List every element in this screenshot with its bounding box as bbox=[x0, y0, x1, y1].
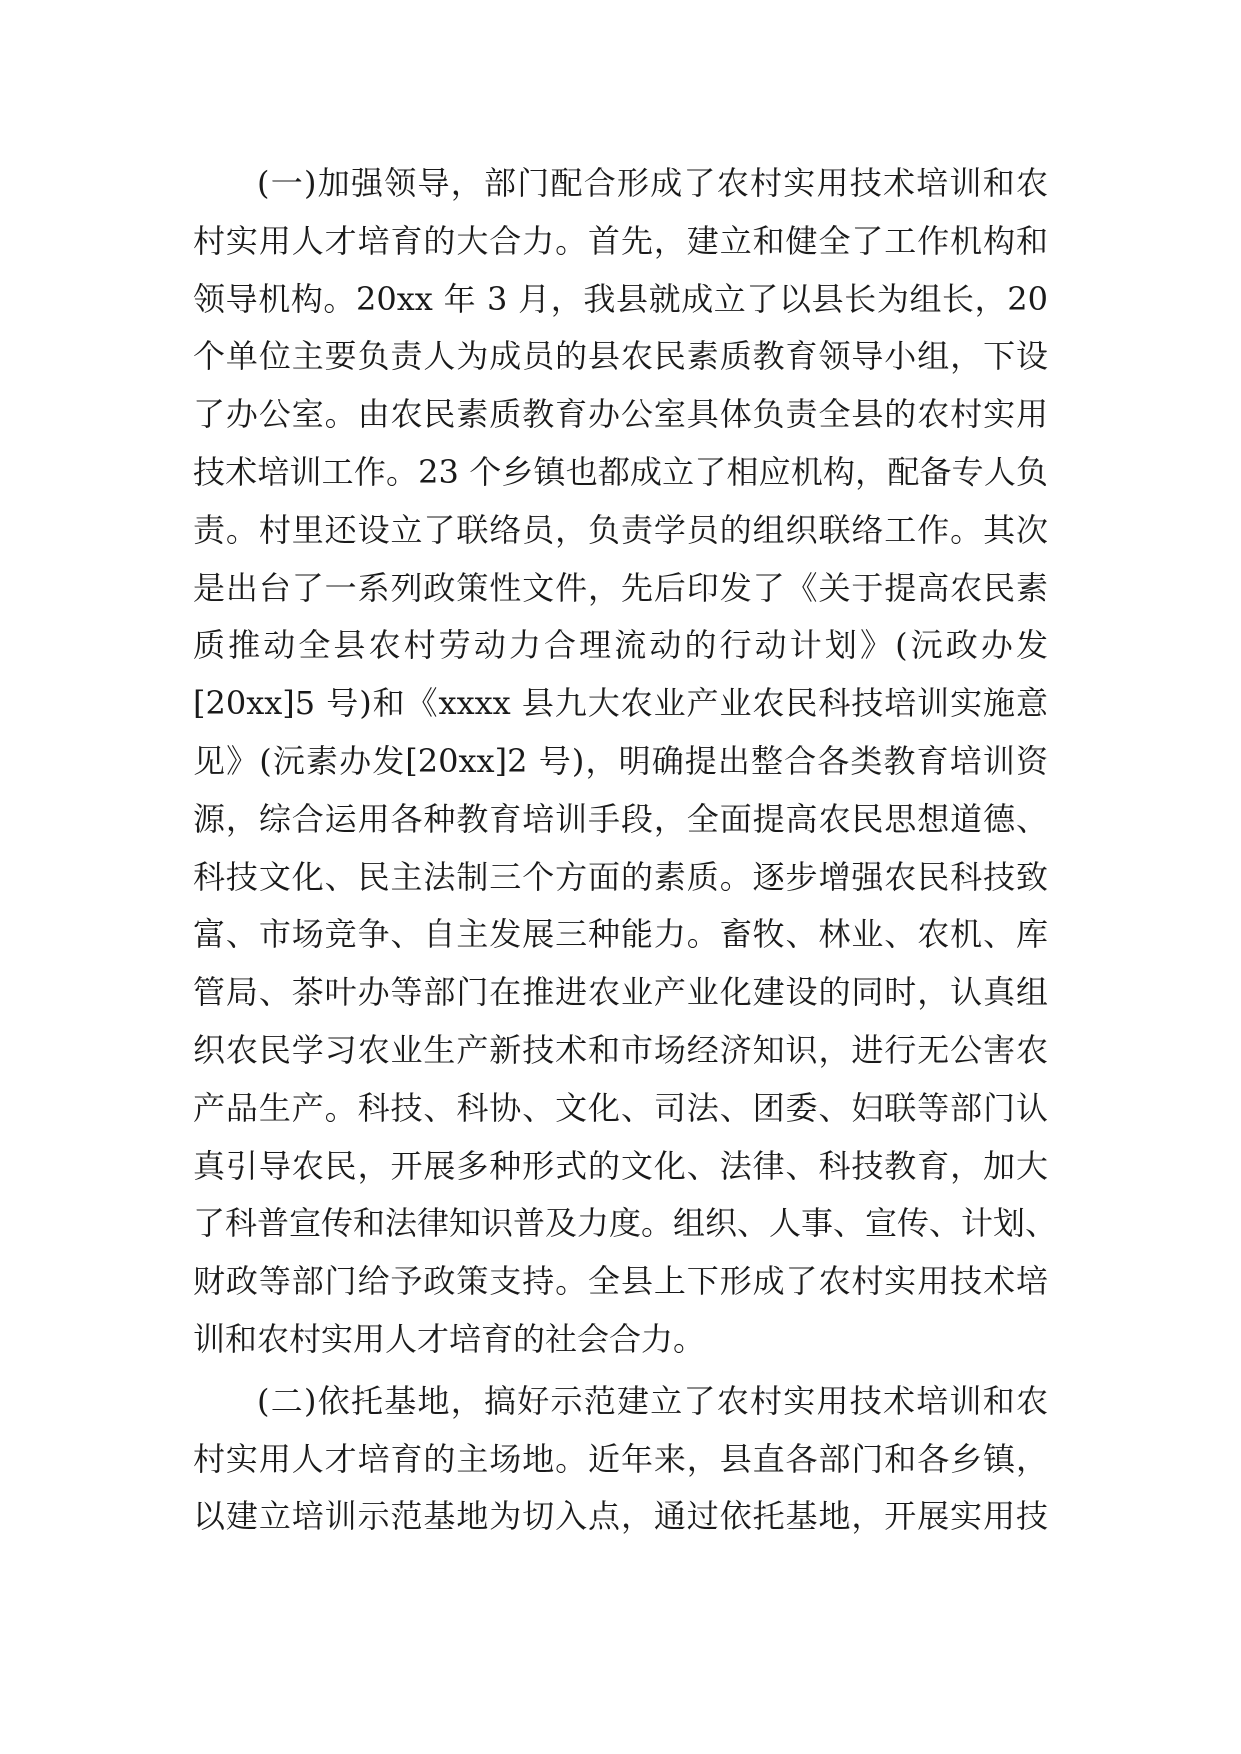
text-line: 以建立培训示范基地为切入点，通过依托基地，开展实用技 bbox=[193, 1497, 1048, 1536]
text-line: 训和农村实用人才培育的社会合力。 bbox=[193, 1319, 706, 1358]
text-line: 村实用人才培育的主场地。近年来，县直各部门和各乡镇， bbox=[193, 1439, 1048, 1478]
text-line: 是出台了一系列政策性文件，先后印发了《关于提高农民素 bbox=[193, 568, 1048, 607]
text-line: 财政等部门给予政策支持。全县上下形成了农村实用技术培 bbox=[193, 1262, 1048, 1301]
text-line: 了科普宣传和法律知识普及力度。组织、人事、宣传、计划、 bbox=[193, 1204, 1058, 1243]
text-line: 个单位主要负责人为成员的县农民素质教育领导小组，下设 bbox=[193, 337, 1048, 376]
text-line: 管局、茶叶办等部门在推进农业产业化建设的同时，认真组 bbox=[193, 973, 1048, 1012]
text-line: 责。村里还设立了联络员，负责学员的组织联络工作。其次 bbox=[193, 510, 1048, 549]
text-line: 技术培训工作。23 个乡镇也都成立了相应机构，配备专人负 bbox=[193, 452, 1048, 491]
text-line: 领导机构。20xx 年 3 月，我县就成立了以县长为组长，20 bbox=[193, 279, 1048, 318]
text-line: 质推动全县农村劳动力合理流动的行动计划》(沅政办发 bbox=[193, 626, 1048, 665]
text-line: 产品生产。科技、科协、文化、司法、团委、妇联等部门认 bbox=[193, 1088, 1048, 1127]
paragraph-2 bbox=[193, 1373, 1048, 1546]
paragraph-1 bbox=[193, 155, 1058, 1369]
text-line: 村实用人才培育的大合力。首先，建立和健全了工作机构和 bbox=[193, 221, 1048, 260]
text-line: 了办公室。由农民素质教育办公室具体负责全县的农村实用 bbox=[193, 395, 1048, 434]
text-line: 富、市场竞争、自主发展三种能力。畜牧、林业、农机、库 bbox=[193, 915, 1048, 954]
text-line: [20xx]5 号)和《xxxx 县九大农业产业农民科技培训实施意 bbox=[193, 684, 1048, 723]
text-line: 真引导农民，开展多种形式的文化、法律、科技教育，加大 bbox=[193, 1146, 1048, 1185]
document-body bbox=[193, 155, 1058, 1546]
text-line: 见》(沅素办发[20xx]2 号)，明确提出整合各类教育培训资 bbox=[193, 741, 1048, 780]
text-line: 源，综合运用各种教育培训手段，全面提高农民思想道德、 bbox=[193, 799, 1048, 838]
text-line: 织农民学习农业生产新技术和市场经济知识，进行无公害农 bbox=[193, 1030, 1048, 1069]
text-line: (二)依托基地，搞好示范建立了农村实用技术培训和农 bbox=[257, 1381, 1048, 1420]
text-line: 科技文化、民主法制三个方面的素质。逐步增强农民科技致 bbox=[193, 857, 1048, 896]
text-line: (一)加强领导，部门配合形成了农村实用技术培训和农 bbox=[257, 164, 1048, 202]
